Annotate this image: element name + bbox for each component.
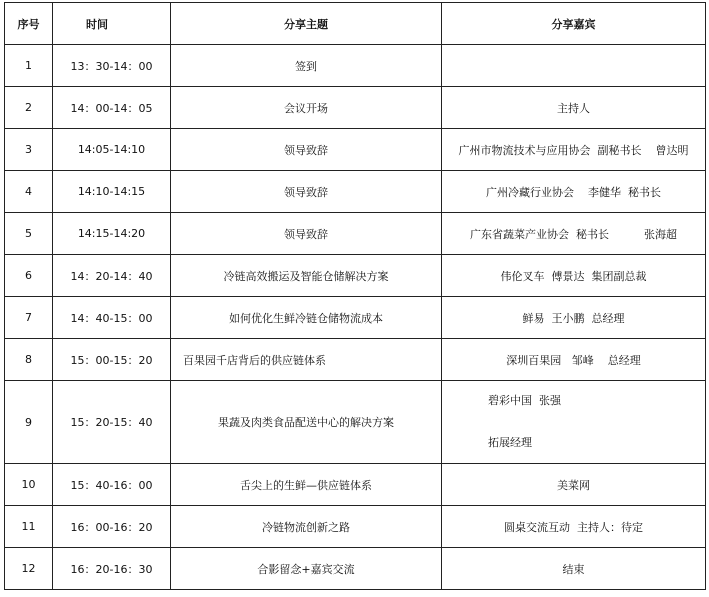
- table-row: [5, 339, 706, 381]
- row-time: 15：20-15：40: [53, 381, 171, 464]
- row-topic: 领导致辞: [171, 171, 442, 213]
- row-num: 10: [5, 464, 53, 506]
- row-time: 13：30-14：00: [53, 45, 171, 87]
- table-row: [5, 45, 706, 87]
- row-num: 6: [5, 255, 53, 297]
- row-time: 16：20-16：30: [53, 548, 171, 590]
- row-guest: 广州冷藏行业协会 李健华 秘书长: [442, 171, 706, 213]
- table-row: [5, 129, 706, 171]
- table-row: [5, 464, 706, 506]
- row-num: 8: [5, 339, 53, 381]
- table-row: [5, 255, 706, 297]
- row-guest: 深圳百果园 邹峰 总经理: [442, 339, 706, 381]
- row-time: 14：00-14：05: [53, 87, 171, 129]
- table-row: [5, 548, 706, 590]
- row-time: 14:10-14:15: [53, 171, 171, 213]
- table-row: [5, 297, 706, 339]
- row-guest: [442, 381, 706, 464]
- row-topic: 果蔬及肉类食品配送中心的解决方案: [171, 381, 442, 464]
- row-time: 14：20-14：40: [53, 255, 171, 297]
- row-guest: 主持人: [442, 87, 706, 129]
- row-guest: 美菜网: [442, 464, 706, 506]
- table-row: [5, 381, 706, 464]
- row-topic: 冷链物流创新之路: [171, 506, 442, 548]
- row-topic: 签到: [171, 45, 442, 87]
- row-guest: 鲜易 王小鹏 总经理: [442, 297, 706, 339]
- row-time: 15：00-15：20: [53, 339, 171, 381]
- table-row: [5, 171, 706, 213]
- row-guest: 广州市物流技术与应用协会 副秘书长 曾达明: [442, 129, 706, 171]
- row-time: 16：00-16：20: [53, 506, 171, 548]
- schedule-table: [4, 2, 706, 590]
- row-num: 5: [5, 213, 53, 255]
- table-row: [5, 506, 706, 548]
- row-num: 3: [5, 129, 53, 171]
- header-guest: 分享嘉宾: [442, 3, 706, 45]
- row-num: 12: [5, 548, 53, 590]
- row-time: 14:15-14:20: [53, 213, 171, 255]
- row-guest: 结束: [442, 548, 706, 590]
- row-num: 7: [5, 297, 53, 339]
- row-topic: 合影留念+嘉宾交流: [171, 548, 442, 590]
- table-row: [5, 213, 706, 255]
- row-num: 4: [5, 171, 53, 213]
- row-guest: 广东省蔬菜产业协会 秘书长 张海超: [442, 213, 706, 255]
- row-guest: 伟伦叉车 傅景达 集团副总裁: [442, 255, 706, 297]
- row-num: 1: [5, 45, 53, 87]
- row-topic: 冷链高效搬运及智能仓储解决方案: [171, 255, 442, 297]
- row-topic: 会议开场: [171, 87, 442, 129]
- row-num: 2: [5, 87, 53, 129]
- row-time: 15：40-16：00: [53, 464, 171, 506]
- table-row: [5, 87, 706, 129]
- row-time: 14:05-14:10: [53, 129, 171, 171]
- row-topic: 舌尖上的生鲜—供应链体系: [171, 464, 442, 506]
- guest-line: 拓展经理: [488, 436, 532, 449]
- row-topic: 领导致辞: [171, 129, 442, 171]
- header-topic: 分享主题: [171, 3, 442, 45]
- header-row: [5, 3, 706, 45]
- row-num: 11: [5, 506, 53, 548]
- row-guest: 圆桌交流互动 主持人：待定: [442, 506, 706, 548]
- row-topic: 领导致辞: [171, 213, 442, 255]
- header-time: 时间: [53, 3, 171, 45]
- row-guest: [442, 45, 706, 87]
- row-topic: 如何优化生鲜冷链仓储物流成本: [171, 297, 442, 339]
- guest-line: 碧彩中国 张强: [488, 394, 561, 407]
- row-num: 9: [5, 381, 53, 464]
- header-num: 序号: [5, 3, 53, 45]
- row-topic: 百果园千店背后的供应链体系: [171, 339, 442, 381]
- row-time: 14：40-15：00: [53, 297, 171, 339]
